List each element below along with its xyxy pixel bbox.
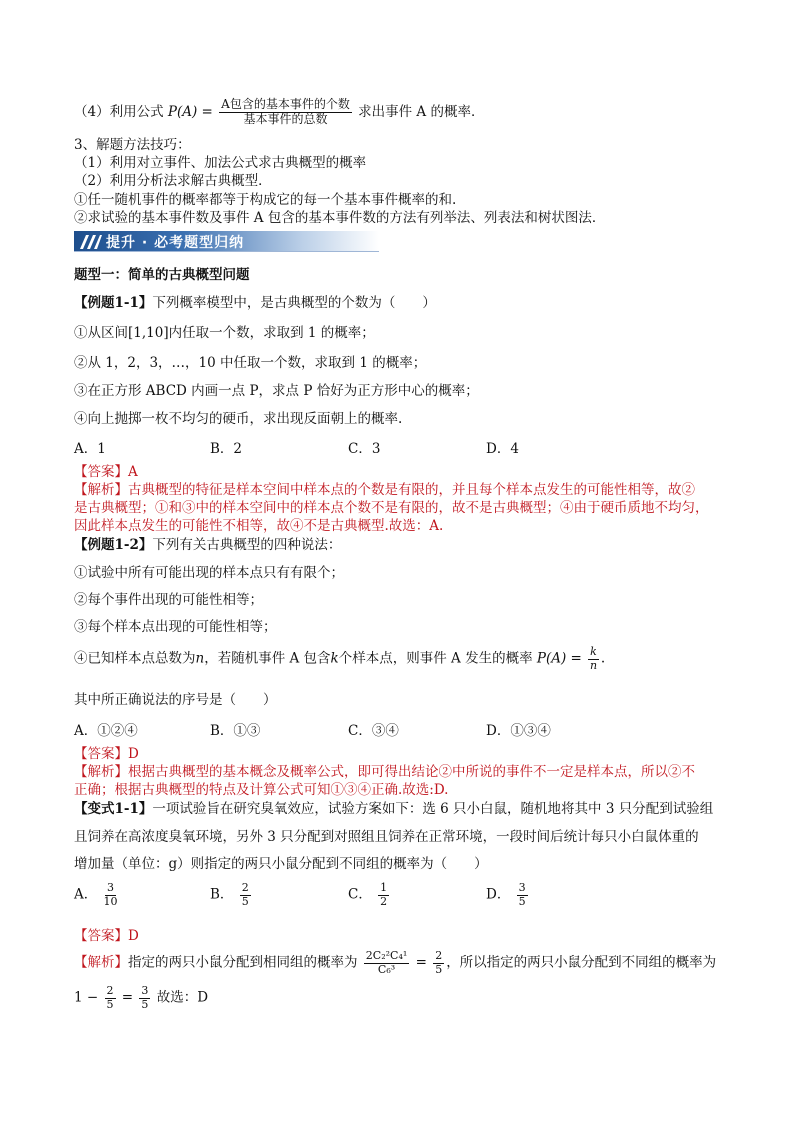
example-1-2-explanation-1 bbox=[74, 764, 695, 780]
variant-1-1-tag: 【变式1-1】 bbox=[74, 801, 153, 817]
option-letter: C． bbox=[348, 886, 372, 903]
explanation-tag: 【解析】 bbox=[74, 954, 128, 971]
example-1-1-item-2: ②从 1，2，3，…，10 中任取一个数，求取到 1 的概率； bbox=[74, 355, 427, 371]
item-4-end: . bbox=[600, 650, 606, 667]
numerator: 1 bbox=[380, 881, 388, 894]
option-fraction bbox=[104, 882, 118, 908]
example-1-1-option-a: A．1 bbox=[74, 441, 106, 457]
example-1-1-explanation-2: 是古典概型；①和③中的样本空间中的样本点个数不是有限的，故不是古典概型；④由于硬币质地不均匀， bbox=[74, 500, 709, 516]
item-4-text-a: ④已知样本点总数为 bbox=[74, 650, 196, 667]
example-1-2-question-2: 其中所正确说法的序号是（ ） bbox=[74, 692, 277, 708]
banner-underline bbox=[74, 251, 379, 252]
example-1-1-explanation-3: 因此样本点发生的可能性不相等，故④不是古典概型.故选：A. bbox=[74, 518, 444, 534]
numerator: 2 bbox=[106, 984, 114, 997]
equals: = bbox=[121, 989, 134, 1006]
conclusion: 故选：D bbox=[156, 989, 209, 1006]
denominator: 5 bbox=[435, 962, 443, 976]
formula-line bbox=[74, 98, 484, 127]
variant-1-1-option-c bbox=[348, 882, 391, 908]
option-letter: D． bbox=[486, 886, 511, 903]
explanation-text: 古典概型的特征是样本空间中样本点的个数是有限的，并且每个样本点发生的可能性相等，故② bbox=[128, 482, 695, 498]
prob-lhs: P(A) = bbox=[536, 650, 582, 667]
explanation-tag: 【解析】 bbox=[74, 482, 128, 498]
var-n: n bbox=[195, 650, 205, 667]
variant-1-1-answer bbox=[74, 928, 139, 944]
example-1-2-option-d: D．①③④ bbox=[486, 723, 551, 739]
option-letter: A． bbox=[74, 886, 98, 903]
example-1-2-item-3: ③每个样本点出现的可能性相等； bbox=[74, 619, 277, 635]
variant-1-1-line-3: 增加量（单位：g）则指定的两只小鼠分配到不同组的概率为（ ） bbox=[74, 856, 488, 872]
numerator: 3 bbox=[107, 881, 115, 894]
example-1-2-option-b: B．①③ bbox=[210, 723, 261, 739]
formula-suffix: 求出事件 A 的概率． bbox=[358, 103, 485, 120]
formula-fraction bbox=[219, 98, 352, 127]
variant-1-1-option-d bbox=[486, 882, 530, 908]
same-group-fraction bbox=[364, 950, 409, 976]
tip-4: ②求试验的基本事件数及事件 A 包含的基本事件数的方法有列举法、列表法和树状图法． bbox=[74, 210, 606, 226]
one-minus: 1 − bbox=[74, 989, 99, 1006]
item-4-text-c: 个样本点，则事件 A 发生的概率 bbox=[338, 650, 533, 667]
variant-1-1-explanation-1 bbox=[74, 950, 716, 976]
example-1-2-item-1: ①试验中所有可能出现的样本点只有有限个； bbox=[74, 565, 344, 581]
banner-stripes-icon bbox=[78, 235, 102, 249]
explanation-text-a: 指定的两只小鼠分配到相同组的概率为 bbox=[128, 954, 358, 971]
formula-prefix: （4）利用公式 bbox=[74, 103, 164, 120]
example-1-2-explanation-2: 正确；根据古典概型的特点及计算公式可知①③④正确.故选:D. bbox=[74, 782, 449, 798]
example-1-1-option-c: C．3 bbox=[348, 441, 381, 457]
variant-1-1-text: 一项试验旨在研究臭氧效应，试验方案如下：选 6 只小白鼠，随机地将其中 3 只分配到试验组 bbox=[152, 801, 714, 817]
result-fraction bbox=[433, 950, 444, 976]
equals: = bbox=[415, 954, 427, 971]
example-1-2-option-a: A．①②④ bbox=[74, 723, 138, 739]
denominator: 5 bbox=[241, 894, 249, 908]
prob-numerator: k bbox=[590, 645, 597, 658]
variant-1-1-line-1 bbox=[74, 801, 713, 817]
example-1-1-answer bbox=[74, 464, 138, 480]
numerator: 2C₂²C₄¹ bbox=[365, 949, 408, 962]
example-1-1-item-3: ③在正方形 ABCD 内画一点 P，求点 P 恰好为正方形中心的概率； bbox=[74, 383, 479, 399]
denominator: C₆³ bbox=[377, 962, 396, 976]
option-fraction bbox=[517, 882, 528, 908]
variant-1-1-explanation-2 bbox=[74, 985, 208, 1011]
numerator: 3 bbox=[141, 984, 149, 997]
fraction-a bbox=[105, 985, 116, 1011]
example-1-1-explanation-1 bbox=[74, 482, 695, 498]
example-1-2-answer bbox=[74, 746, 139, 762]
tips-heading: 3、解题方法技巧： bbox=[74, 137, 191, 153]
option-fraction bbox=[240, 882, 251, 908]
prob-fraction bbox=[588, 646, 599, 672]
banner-title: 提升 · 必考题型归纳 bbox=[106, 235, 245, 251]
example-1-1-stem bbox=[74, 295, 436, 311]
numerator: 2 bbox=[435, 949, 443, 962]
example-1-1-option-b: B．2 bbox=[210, 441, 243, 457]
option-fraction bbox=[378, 882, 389, 908]
formula-denominator: 基本事件的总数 bbox=[243, 111, 328, 126]
answer-tag: 【答案】 bbox=[74, 464, 128, 480]
example-1-1-item-1: ①从区间[1,10]内任取一个数，求取到 1 的概率； bbox=[74, 325, 375, 341]
numerator: 3 bbox=[518, 881, 526, 894]
example-1-1-question: 下列概率模型中，是古典概型的个数为（ ） bbox=[152, 295, 436, 311]
answer-value: D bbox=[128, 928, 139, 944]
tip-1: （1）利用对立事件、加法公式求古典概型的概率 bbox=[74, 155, 367, 171]
denominator: 5 bbox=[518, 894, 526, 908]
example-1-2-tag: 【例题1-2】 bbox=[74, 537, 153, 553]
answer-value: D bbox=[128, 746, 139, 762]
tip-2: （2）利用分析法求解古典概型． bbox=[74, 173, 272, 189]
answer-tag: 【答案】 bbox=[74, 746, 128, 762]
example-1-2-question: 下列有关古典概型的四种说法： bbox=[152, 537, 342, 553]
denominator: 2 bbox=[380, 894, 388, 908]
formula-numerator: A包含的基本事件的个数 bbox=[221, 97, 350, 111]
item-4-text-b: ，若随机事件 A 包含 bbox=[204, 650, 331, 667]
tip-3: ①任一随机事件的概率都等于构成它的每一个基本事件概率的和. bbox=[74, 192, 457, 208]
answer-tag: 【答案】 bbox=[74, 928, 128, 944]
example-1-1-item-4: ④向上抛掷一枚不均匀的硬币，求出现反面朝上的概率. bbox=[74, 411, 403, 427]
example-1-1-tag: 【例题1-1】 bbox=[74, 295, 153, 311]
var-k: k bbox=[330, 650, 339, 667]
example-1-2-option-c: C．③④ bbox=[348, 723, 399, 739]
example-1-2-item-2: ②每个事件出现的可能性相等； bbox=[74, 592, 263, 608]
example-1-2-stem bbox=[74, 537, 341, 553]
denominator: 5 bbox=[141, 997, 149, 1011]
fraction-b bbox=[139, 985, 150, 1011]
variant-1-1-line-2: 且饲养在高浓度臭氧环境，另外 3 只分配到对照组且饲养在正常环境，一段时间后统计每只小白鼠体重的 bbox=[74, 829, 699, 845]
option-letter: B． bbox=[210, 886, 234, 903]
section-title: 题型一：简单的古典概型问题 bbox=[74, 267, 250, 283]
explanation-text-b: ，所以指定的两只小鼠分配到不同组的概率为 bbox=[446, 954, 717, 971]
denominator: 10 bbox=[103, 894, 118, 908]
answer-value: A bbox=[128, 464, 138, 480]
explanation-text: 根据古典概型的基本概念及概率公式，即可得出结论②中所说的事件不一定是样本点，所以②不 bbox=[128, 764, 695, 780]
example-1-1-option-d: D．4 bbox=[486, 441, 519, 457]
variant-1-1-option-b bbox=[210, 882, 253, 908]
formula-lhs: P(A) = bbox=[167, 103, 213, 120]
prob-denominator: n bbox=[589, 658, 598, 672]
numerator: 2 bbox=[241, 881, 249, 894]
denominator: 5 bbox=[106, 997, 114, 1011]
explanation-tag: 【解析】 bbox=[74, 764, 128, 780]
example-1-2-item-4 bbox=[74, 646, 605, 672]
variant-1-1-option-a bbox=[74, 882, 120, 908]
